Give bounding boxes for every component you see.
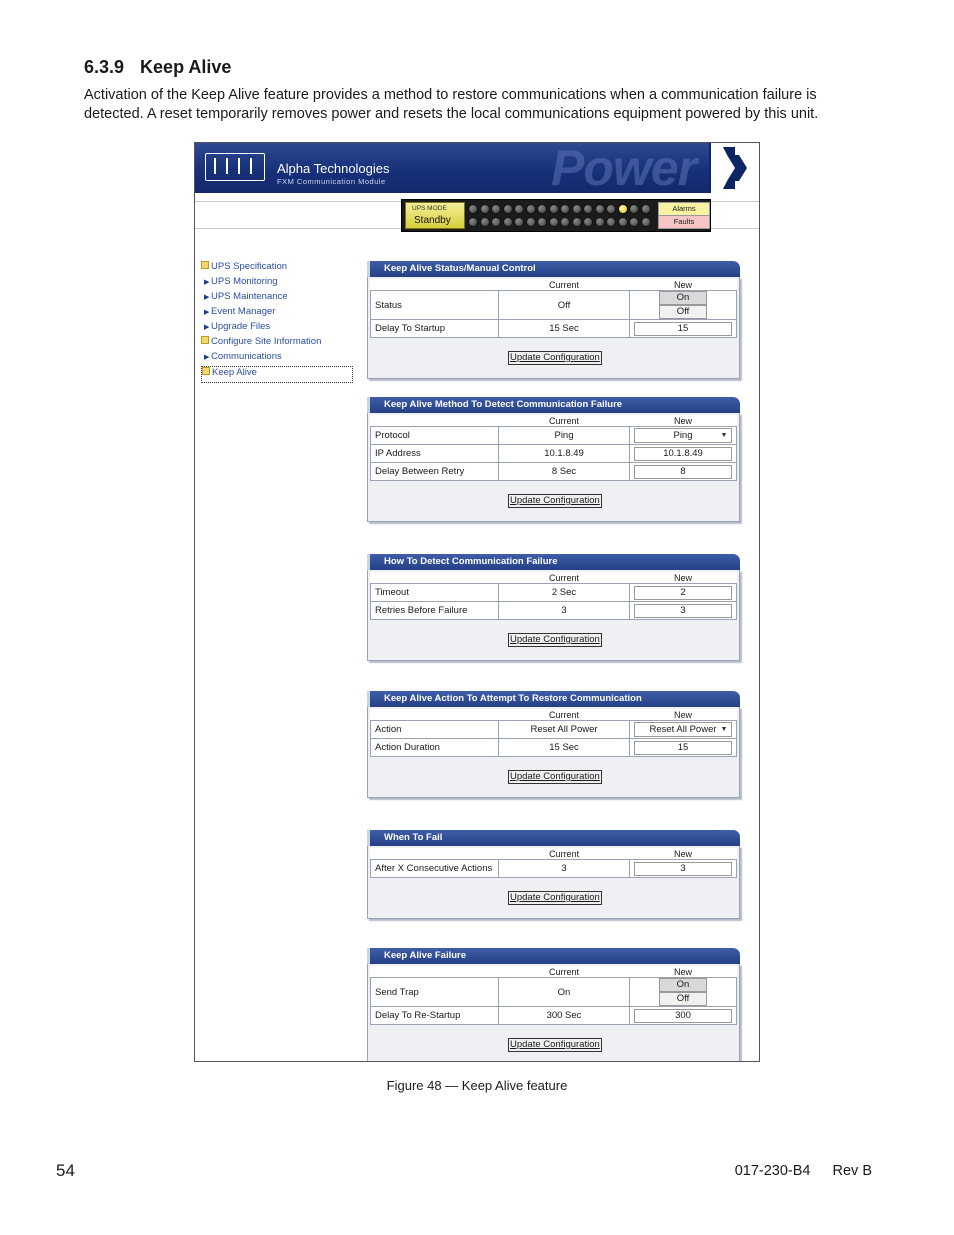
table-row: Send Trap On OnOff <box>371 978 737 1007</box>
brand-subtitle: FXM Communication Module <box>277 177 386 186</box>
led-indicator-icon <box>595 204 605 214</box>
section-heading <box>84 57 231 78</box>
led-indicator-icon <box>572 204 582 214</box>
panel-title: Keep Alive Method To Detect Communication Failure <box>367 397 740 413</box>
nav-item-keep-alive[interactable]: Keep Alive <box>201 366 353 383</box>
led-indicator-icon <box>641 204 651 214</box>
update-configuration-button[interactable]: Update Configuration <box>510 1039 600 1050</box>
table-row: Delay To Startup 15 Sec 15 <box>371 320 737 338</box>
panel-title: How To Detect Communication Failure <box>367 554 740 570</box>
update-configuration-button[interactable]: Update Configuration <box>510 634 600 645</box>
nav-item-ups-maintenance[interactable]: ▶UPS Maintenance <box>201 291 353 306</box>
delay-restartup-input[interactable]: 300 <box>634 1009 732 1023</box>
delay-retry-input[interactable]: 8 <box>634 465 732 479</box>
banner <box>195 142 759 196</box>
table-row: IP Address 10.1.8.49 10.1.8.49 <box>371 445 737 463</box>
action-duration-input[interactable]: 15 <box>634 741 732 755</box>
panel-title: Keep Alive Status/Manual Control <box>367 261 740 277</box>
nav-item-event-manager[interactable]: ▶Event Manager <box>201 306 353 321</box>
led-indicator-icon <box>537 204 547 214</box>
panel-title: When To Fail <box>367 830 740 846</box>
led-indicator-icon <box>583 217 593 227</box>
table-row: Protocol Ping Ping ▼ <box>371 427 737 445</box>
box-icon <box>202 367 212 378</box>
led-indicator-icon <box>549 204 559 214</box>
led-indicator-icon <box>629 204 639 214</box>
action-select[interactable]: Reset All Power ▼ <box>634 722 732 737</box>
box-icon <box>201 336 211 347</box>
led-indicator-icon <box>526 217 536 227</box>
led-indicator-icon <box>606 217 616 227</box>
page-number: 54 <box>56 1161 75 1180</box>
chevron-down-icon: ▼ <box>720 432 728 439</box>
screenshot-frame <box>194 142 760 1062</box>
led-indicator-icon <box>480 217 490 227</box>
panel-action: Keep Alive Action To Attempt To Restore Communication Current New Action Reset All Power Reset All Power ▼ Action Duration 15 Sec 15 Update Configuration <box>367 691 740 798</box>
led-indicator-icon <box>537 217 547 227</box>
brand-name: Alpha Technologies <box>277 161 390 176</box>
alpha-logo-icon <box>205 153 265 181</box>
nav-item-ups-monitoring[interactable]: ▶UPS Monitoring <box>201 276 353 291</box>
faults-button[interactable]: Faults <box>658 215 710 229</box>
nav-item-ups-specification[interactable]: UPS Specification <box>201 261 353 276</box>
led-indicator-icon <box>503 204 513 214</box>
delay-startup-input[interactable]: 15 <box>634 322 732 336</box>
ip-address-input[interactable]: 10.1.8.49 <box>634 447 732 461</box>
box-icon <box>201 261 211 272</box>
update-configuration-button[interactable]: Update Configuration <box>510 352 600 363</box>
led-panel <box>466 202 654 228</box>
chevron-down-icon: ▼ <box>720 726 728 733</box>
led-indicator-icon <box>629 217 639 227</box>
panel-method: Keep Alive Method To Detect Communication Failure Current New Protocol Ping Ping ▼ IP Address 10.1.8.49 10.1.8.49 Delay Between Retry 8 Sec 8 Update Configuration <box>367 397 740 522</box>
triangle-right-icon <box>201 306 211 317</box>
led-indicator-icon <box>583 204 593 214</box>
led-indicator-icon <box>560 204 570 214</box>
led-indicator-icon <box>491 217 501 227</box>
table-row: Action Duration 15 Sec 15 <box>371 739 737 757</box>
led-indicator-icon <box>468 217 478 227</box>
panel-when: When To Fail Current New After X Consecutive Actions 3 3 Update Configuration <box>367 830 740 919</box>
led-indicator-icon <box>491 204 501 214</box>
power-watermark: Power <box>551 142 697 196</box>
update-configuration-button[interactable]: Update Configuration <box>510 495 600 506</box>
table-row: Action Reset All Power Reset All Power ▼ <box>371 721 737 739</box>
update-configuration-button[interactable]: Update Configuration <box>510 771 600 782</box>
off-toggle-button[interactable]: Off <box>659 992 707 1006</box>
triangle-right-icon <box>201 276 211 287</box>
led-indicator-icon <box>595 217 605 227</box>
panel-title: Keep Alive Failure <box>367 948 740 964</box>
off-toggle-button[interactable]: Off <box>659 305 707 319</box>
revision: Rev B <box>832 1163 872 1179</box>
section-title: Keep Alive <box>140 57 232 77</box>
led-indicator-icon <box>526 204 536 214</box>
consecutive-actions-input[interactable]: 3 <box>634 862 732 876</box>
led-indicator-icon <box>549 217 559 227</box>
nav-item-configure-site-information[interactable]: Configure Site Information <box>201 336 353 351</box>
on-toggle-button[interactable]: On <box>659 978 707 992</box>
chevron-logo-icon <box>709 143 760 193</box>
led-indicator-icon <box>468 204 478 214</box>
retries-input[interactable]: 3 <box>634 604 732 618</box>
sidebar-nav <box>201 261 353 383</box>
nav-item-communications[interactable]: ▶Communications <box>201 351 353 366</box>
update-configuration-button[interactable]: Update Configuration <box>510 892 600 903</box>
document-id: 017-230-B4 Rev B <box>734 1163 872 1179</box>
led-indicator-icon <box>560 217 570 227</box>
led-indicator-icon <box>618 217 628 227</box>
ups-mode-value: Standby <box>414 215 451 226</box>
triangle-right-icon <box>201 291 211 302</box>
led-indicator-icon <box>480 204 490 214</box>
table-row: Retries Before Failure 3 3 <box>371 602 737 620</box>
led-indicator-icon <box>514 204 524 214</box>
led-indicator-icon <box>618 204 628 214</box>
table-row: Delay To Re-Startup 300 Sec 300 <box>371 1007 737 1025</box>
table-row: After X Consecutive Actions 3 3 <box>371 860 737 878</box>
panel-failure: Keep Alive Failure Current New Send Trap On OnOff Delay To Re-Startup 300 Sec 300 Update Configuration <box>367 948 740 1062</box>
timeout-input[interactable]: 2 <box>634 586 732 600</box>
figure-caption: Figure 48 — Keep Alive feature <box>386 1078 568 1093</box>
led-indicator-icon <box>641 217 651 227</box>
led-indicator-icon <box>503 217 513 227</box>
table-row: Delay Between Retry 8 Sec 8 <box>371 463 737 481</box>
intro-paragraph: Activation of the Keep Alive feature provides a method to restore communications when a communication failure is detected. A reset temporarily removes power and resets the local communications equipment powered by this unit. <box>84 87 819 122</box>
nav-item-upgrade-files[interactable]: ▶Upgrade Files <box>201 321 353 336</box>
led-indicator-icon <box>572 217 582 227</box>
led-indicator-icon <box>514 217 524 227</box>
triangle-right-icon <box>201 351 211 362</box>
protocol-select[interactable]: Ping ▼ <box>634 428 732 443</box>
table-row: Timeout 2 Sec 2 <box>371 584 737 602</box>
led-indicator-icon <box>606 204 616 214</box>
on-toggle-button[interactable]: On <box>659 291 707 305</box>
section-number: 6.3.9 <box>84 57 125 77</box>
triangle-right-icon <box>201 321 211 332</box>
panel-detect: How To Detect Communication Failure Current New Timeout 2 Sec 2 Retries Before Failure 3 3 Update Configuration <box>367 554 740 661</box>
panel-title: Keep Alive Action To Attempt To Restore Communication <box>367 691 740 707</box>
panel-status: Keep Alive Status/Manual Control Current New Status Off OnOff Delay To Startup 15 Sec 15 Update Configuration <box>367 261 740 379</box>
alarms-button[interactable]: Alarms <box>658 202 710 216</box>
ups-mode-indicator: UPS MODE Standby <box>405 202 465 229</box>
status-bar <box>401 199 711 232</box>
table-row: Status Off OnOff <box>371 291 737 320</box>
